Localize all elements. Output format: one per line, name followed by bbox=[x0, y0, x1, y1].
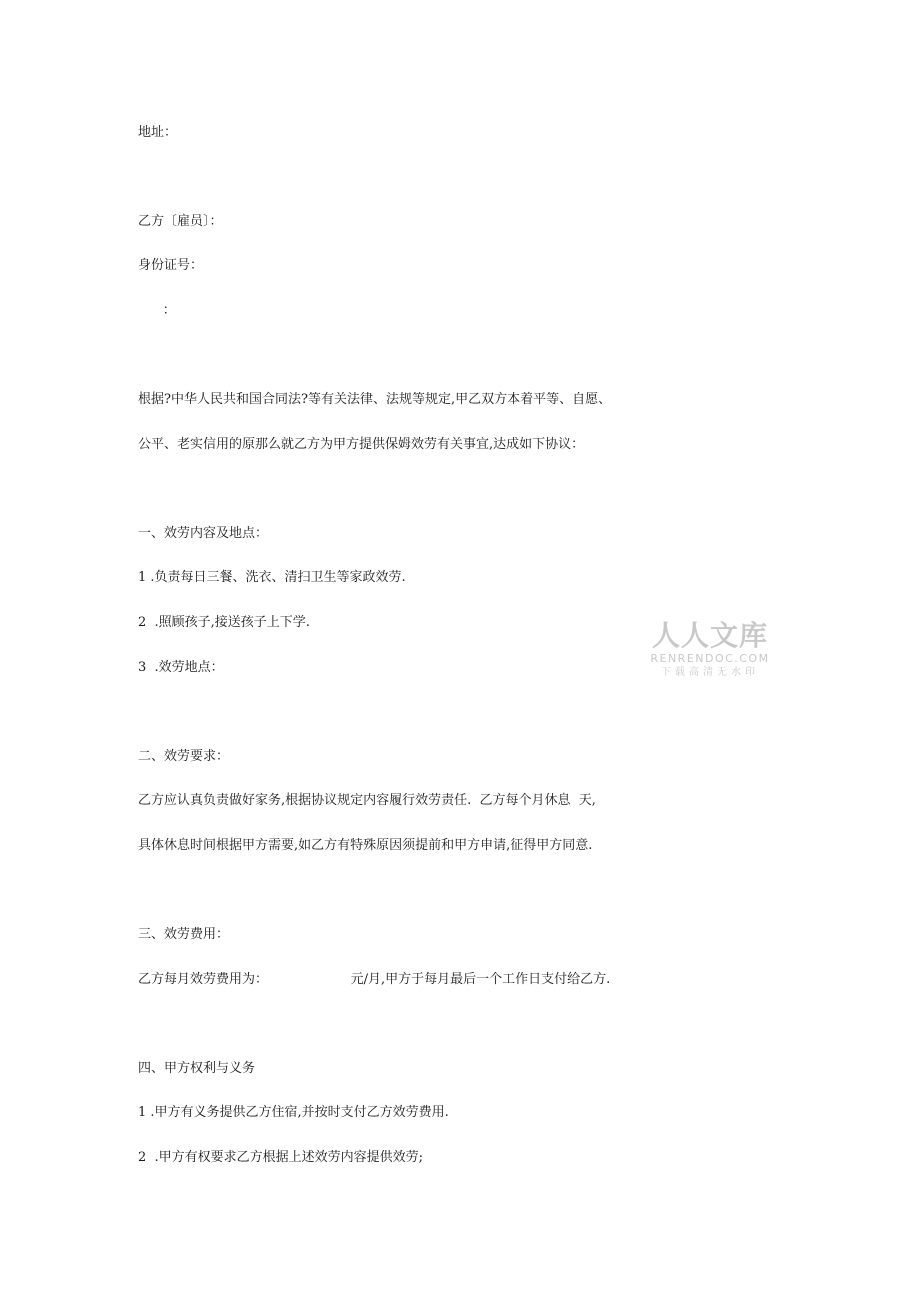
section-2-line-2: 具体休息时间根据甲方需要,如乙方有特殊原因须提前和甲方申请,征得甲方同意. bbox=[138, 838, 593, 853]
preamble-line-2: 公平、老实信用的原那么就乙方为甲方提供保姆效劳有关事宜,达成如下协议： bbox=[138, 437, 585, 452]
section-1-item-3: 3 .效劳地点： bbox=[138, 660, 224, 675]
watermark bbox=[647, 620, 773, 679]
section-3-heading: 三、效劳费用： bbox=[138, 927, 230, 942]
id-number-label: 身份证号： bbox=[138, 258, 204, 273]
watermark-site: RENRENDOC.COM bbox=[650, 652, 770, 665]
section-1-item-1: 1 .负责每日三餐、洗衣、清扫卫生等家政效劳. bbox=[138, 570, 406, 585]
party-b-label: 乙方〔雇员〕： bbox=[138, 214, 223, 229]
watermark-tagline: 下载高清无水印 bbox=[661, 667, 759, 678]
preamble-line-1: 根据?中华人民共和国合同法?等有关法律、法规等规定,甲乙双方本着平等、自愿、 bbox=[138, 392, 612, 407]
section-1-item-2: 2 .照顾孩子,接送孩子上下学. bbox=[138, 615, 310, 630]
section-2-line-1: 乙方应认真负责做好家务,根据协议规定内容履行效劳责任. 乙方每个月休息 天, bbox=[138, 793, 596, 808]
section-4-item-1: 1 .甲方有义务提供乙方住宿,并按时支付乙方效劳费用. bbox=[138, 1105, 449, 1120]
section-4-item-2: 2 .甲方有权要求乙方根据上述效劳内容提供效劳; bbox=[138, 1150, 424, 1165]
watermark-title: 人人文库 bbox=[651, 619, 768, 652]
section-1-heading: 一、效劳内容及地点： bbox=[138, 526, 269, 541]
address-label: 地址： bbox=[138, 125, 178, 140]
section-4-heading: 四、甲方权利与义务 bbox=[138, 1061, 256, 1076]
section-2-heading: 二、效劳要求： bbox=[138, 749, 230, 764]
blank-field-label: ： bbox=[138, 303, 176, 318]
section-3-line-1: 乙方每月效劳费用为： 元/月,甲方于每月最后一个工作日支付给乙方. bbox=[138, 972, 611, 987]
